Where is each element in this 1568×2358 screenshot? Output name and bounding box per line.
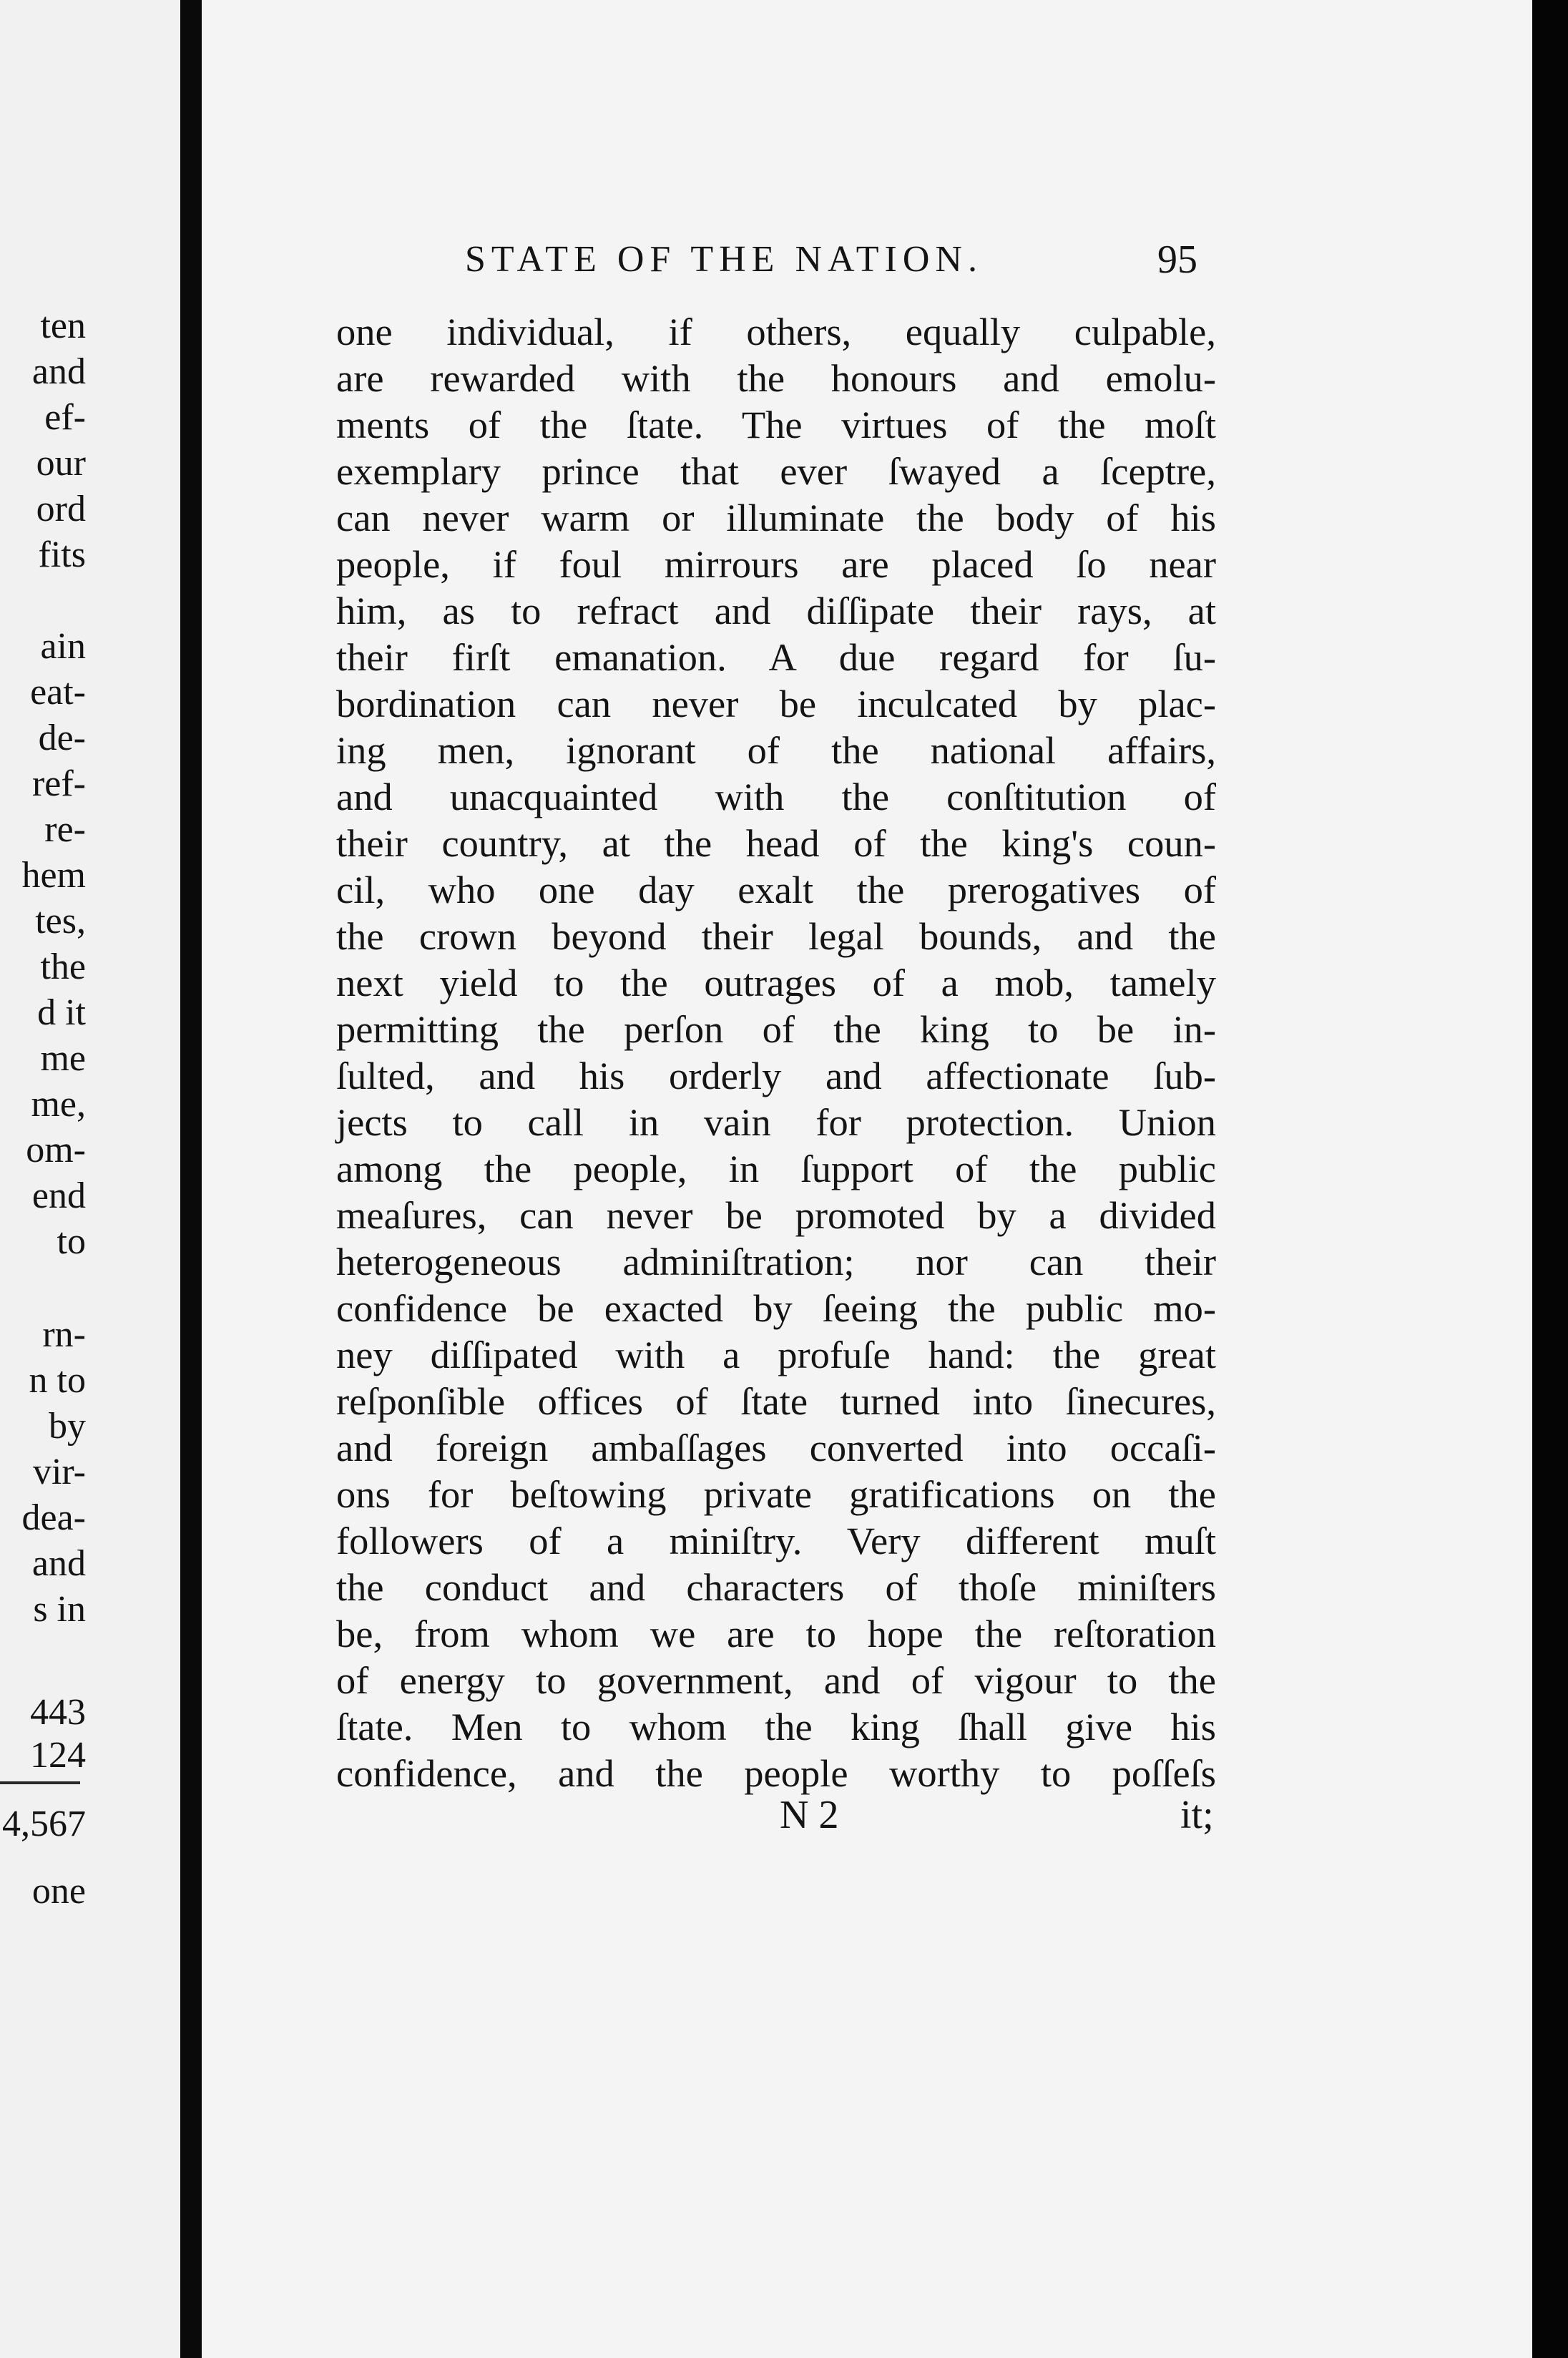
text-line: heterogeneous adminiſtration; nor can their <box>336 1240 1216 1283</box>
text-line: him, as to refract and diſſipate their rays, at <box>336 589 1216 632</box>
text-line: reſponſible offices of ſtate turned into ſinecures, <box>336 1379 1216 1423</box>
left-page-fragment: ord <box>36 489 86 529</box>
left-page-fragment: me <box>40 1038 86 1079</box>
text-line: and foreign ambaſſages converted into occaſi- <box>336 1426 1216 1469</box>
text-line: people, if foul mirrours are placed ſo near <box>336 542 1216 586</box>
text-line: of energy to government, and of vigour to the <box>336 1658 1216 1702</box>
left-page-fragment: de- <box>38 718 86 758</box>
left-page-fragment: s in <box>33 1589 86 1630</box>
left-page-fragment: 124 <box>30 1735 86 1776</box>
left-page-fragment: vir- <box>32 1452 86 1492</box>
left-page-fragment: ef- <box>44 397 86 438</box>
text-line: can never warm or illuminate the body of his <box>336 496 1216 539</box>
left-page-fragment: eat- <box>30 672 86 713</box>
left-page-fragment: d it <box>37 992 86 1033</box>
left-page-fragment: re- <box>44 809 86 850</box>
text-line: permitting the perſon of the king to be in- <box>336 1007 1216 1051</box>
text-line: ſtate. Men to whom the king ſhall give his <box>336 1705 1216 1748</box>
text-line: ons for beſtowing private gratifications on the <box>336 1472 1216 1516</box>
left-page-fragment: to <box>57 1221 86 1262</box>
text-line: ſulted, and his orderly and affectionate ſub- <box>336 1054 1216 1097</box>
text-line: meaſures, can never be promoted by a divided <box>336 1193 1216 1237</box>
left-facing-page <box>0 0 180 2358</box>
text-line: their country, at the head of the king's coun- <box>336 821 1216 865</box>
page-edge <box>1532 0 1568 2358</box>
left-page-fragment: om- <box>26 1130 86 1170</box>
left-page-fragment: me, <box>31 1084 86 1125</box>
book-gutter <box>180 0 202 2358</box>
left-page-fragment: ten <box>40 305 86 346</box>
left-page-fragment: dea- <box>21 1497 86 1538</box>
left-page-fragment: rn- <box>42 1314 86 1355</box>
text-line: and unacquainted with the conſtitution of <box>336 775 1216 818</box>
text-line: jects to call in vain for protection. Union <box>336 1100 1216 1144</box>
left-page-fragment: fits <box>38 534 86 575</box>
text-line: the conduct and characters of thoſe miniſters <box>336 1565 1216 1609</box>
text-line: cil, who one day exalt the prerogatives of <box>336 868 1216 911</box>
left-page-fragment: ain <box>40 626 86 667</box>
left-page-fragment: and <box>31 1543 86 1584</box>
text-line: one individual, if others, equally culpable, <box>336 310 1216 353</box>
left-page-fragment: 4,567 <box>2 1804 86 1844</box>
left-page-fragment: n to <box>29 1360 86 1401</box>
text-line: ing men, ignorant of the national affairs, <box>336 728 1216 772</box>
text-line: ney diſſipated with a profuſe hand: the great <box>336 1333 1216 1376</box>
text-line: confidence be exacted by ſeeing the public mo- <box>336 1286 1216 1330</box>
left-page-fragment: hem <box>21 855 86 896</box>
text-line: bordination can never be inculcated by plac- <box>336 682 1216 725</box>
text-line: next yield to the outrages of a mob, tamely <box>336 961 1216 1004</box>
page-number: 95 <box>1157 238 1197 282</box>
text-line: their firſt emanation. A due regard for ſu- <box>336 635 1216 679</box>
catchword: it; <box>1180 1793 1214 1837</box>
signature-mark: N 2 <box>780 1793 839 1837</box>
running-head: STATE OF THE NATION. <box>465 239 983 280</box>
text-line: are rewarded with the honours and emolu- <box>336 356 1216 400</box>
text-line: followers of a miniſtry. Very different muſt <box>336 1519 1216 1562</box>
left-page-fragment: by <box>49 1406 86 1447</box>
text-line: confidence, and the people worthy to poſſeſs <box>336 1751 1216 1795</box>
left-page-fragment: tes, <box>35 901 86 941</box>
text-line: be, from whom we are to hope the reſtoration <box>336 1612 1216 1655</box>
left-page-fragment: the <box>40 946 86 987</box>
left-page-fragment: end <box>31 1175 86 1216</box>
left-page-fragment: our <box>36 443 86 484</box>
left-page-fragment: and <box>31 351 86 392</box>
left-page-fragment: one <box>31 1871 86 1912</box>
left-page-fragment: ref- <box>31 763 86 804</box>
text-line: exemplary prince that ever ſwayed a ſceptre, <box>336 449 1216 493</box>
text-line: ments of the ſtate. The virtues of the moſt <box>336 403 1216 446</box>
text-line: among the people, in ſupport of the public <box>336 1147 1216 1190</box>
text-line: the crown beyond their legal bounds, and the <box>336 914 1216 958</box>
left-page-fragment: 443 <box>30 1692 86 1733</box>
left-page-sum-rule <box>0 1781 80 1784</box>
